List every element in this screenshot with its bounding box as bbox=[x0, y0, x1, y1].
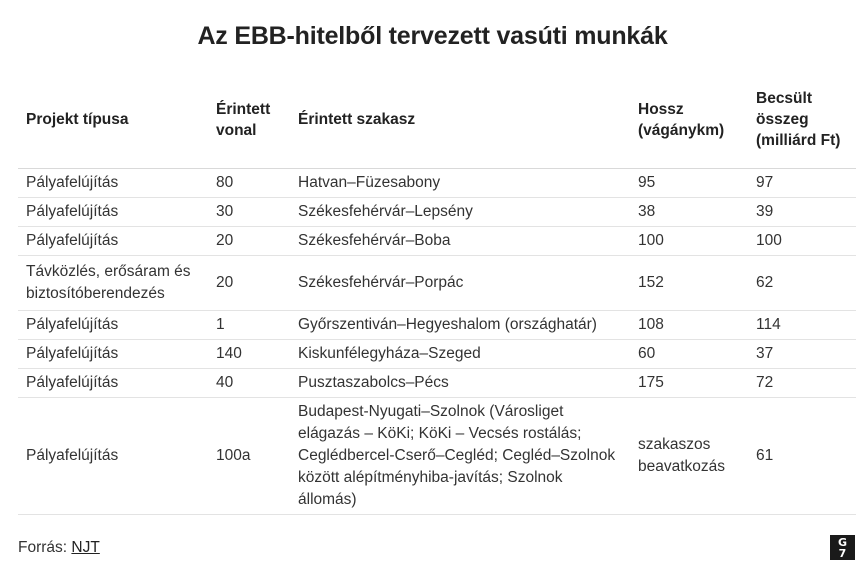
cell-section: Kiskunfélegyháza–Szeged bbox=[290, 339, 630, 368]
cell-amount: 114 bbox=[748, 310, 856, 339]
table-row bbox=[18, 339, 856, 368]
cell-project-type: Pályafelújítás bbox=[18, 168, 208, 197]
cell-section: Hatvan–Füzesabony bbox=[290, 168, 630, 197]
cell-line: 1 bbox=[208, 310, 290, 339]
cell-amount: 97 bbox=[748, 168, 856, 197]
cell-length: 108 bbox=[630, 310, 748, 339]
cell-length: 38 bbox=[630, 197, 748, 226]
header-project-type: Projekt típusa bbox=[18, 72, 208, 168]
table-row bbox=[18, 197, 856, 226]
cell-project-type: Pályafelújítás bbox=[18, 397, 208, 514]
cell-section: Székesfehérvár–Porpác bbox=[290, 255, 630, 310]
cell-project-type: Pályafelújítás bbox=[18, 226, 208, 255]
header-amount: Becsült összeg (milliárd Ft) bbox=[748, 72, 856, 168]
page-title: Az EBB-hitelből tervezett vasúti munkák bbox=[197, 22, 668, 50]
table-row bbox=[18, 397, 856, 514]
source-label: Forrás: bbox=[18, 539, 68, 556]
cell-project-type: Pályafelújítás bbox=[18, 368, 208, 397]
header-line: Érintett vonal bbox=[208, 72, 290, 168]
table-row bbox=[18, 255, 856, 310]
cell-amount: 61 bbox=[748, 397, 856, 514]
cell-length: 175 bbox=[630, 368, 748, 397]
logo-letter-bottom: 7 bbox=[838, 546, 847, 560]
logo-letter-top: G bbox=[837, 535, 848, 549]
cell-length: 60 bbox=[630, 339, 748, 368]
cell-project-type: Pályafelújítás bbox=[18, 339, 208, 368]
cell-line: 20 bbox=[208, 226, 290, 255]
table-row bbox=[18, 368, 856, 397]
cell-section: Székesfehérvár–Boba bbox=[290, 226, 630, 255]
cell-section: Győrszentiván–Hegyeshalom (országhatár) bbox=[290, 310, 630, 339]
table-row bbox=[18, 226, 856, 255]
cell-line: 20 bbox=[208, 255, 290, 310]
cell-amount: 37 bbox=[748, 339, 856, 368]
cell-section: Pusztaszabolcs–Pécs bbox=[290, 368, 630, 397]
g7-logo bbox=[830, 535, 855, 560]
header-section: Érintett szakasz bbox=[290, 72, 630, 168]
source-link[interactable]: NJT bbox=[71, 539, 100, 556]
cell-amount: 62 bbox=[748, 255, 856, 310]
cell-line: 30 bbox=[208, 197, 290, 226]
cell-project-type: Pályafelújítás bbox=[18, 310, 208, 339]
cell-amount: 72 bbox=[748, 368, 856, 397]
cell-line: 140 bbox=[208, 339, 290, 368]
table-row bbox=[18, 310, 856, 339]
cell-amount: 100 bbox=[748, 226, 856, 255]
cell-line: 100a bbox=[208, 397, 290, 514]
cell-section: Budapest-Nyugati–Szolnok (Városliget elágazás – KöKi; KöKi – Vecsés rostálás; Ceglédbercel-Cserő–Cegléd; Cegléd–Szolnok között alépítményhiba-javítás; Szolnok állomás) bbox=[290, 397, 630, 514]
cell-project-type: Pályafelújítás bbox=[18, 197, 208, 226]
cell-amount: 39 bbox=[748, 197, 856, 226]
header-length: Hossz (vágánykm) bbox=[630, 72, 748, 168]
cell-line: 40 bbox=[208, 368, 290, 397]
cell-project-type: Távközlés, erősáram és biztosítóberendezés bbox=[18, 255, 208, 310]
cell-length: szakaszos beavatkozás bbox=[630, 397, 748, 514]
cell-section: Székesfehérvár–Lepsény bbox=[290, 197, 630, 226]
cell-line: 80 bbox=[208, 168, 290, 197]
data-table bbox=[18, 72, 856, 515]
cell-length: 95 bbox=[630, 168, 748, 197]
table-row bbox=[18, 168, 856, 197]
cell-length: 152 bbox=[630, 255, 748, 310]
cell-length: 100 bbox=[630, 226, 748, 255]
table-header-row bbox=[18, 72, 856, 168]
source-note bbox=[18, 539, 100, 557]
